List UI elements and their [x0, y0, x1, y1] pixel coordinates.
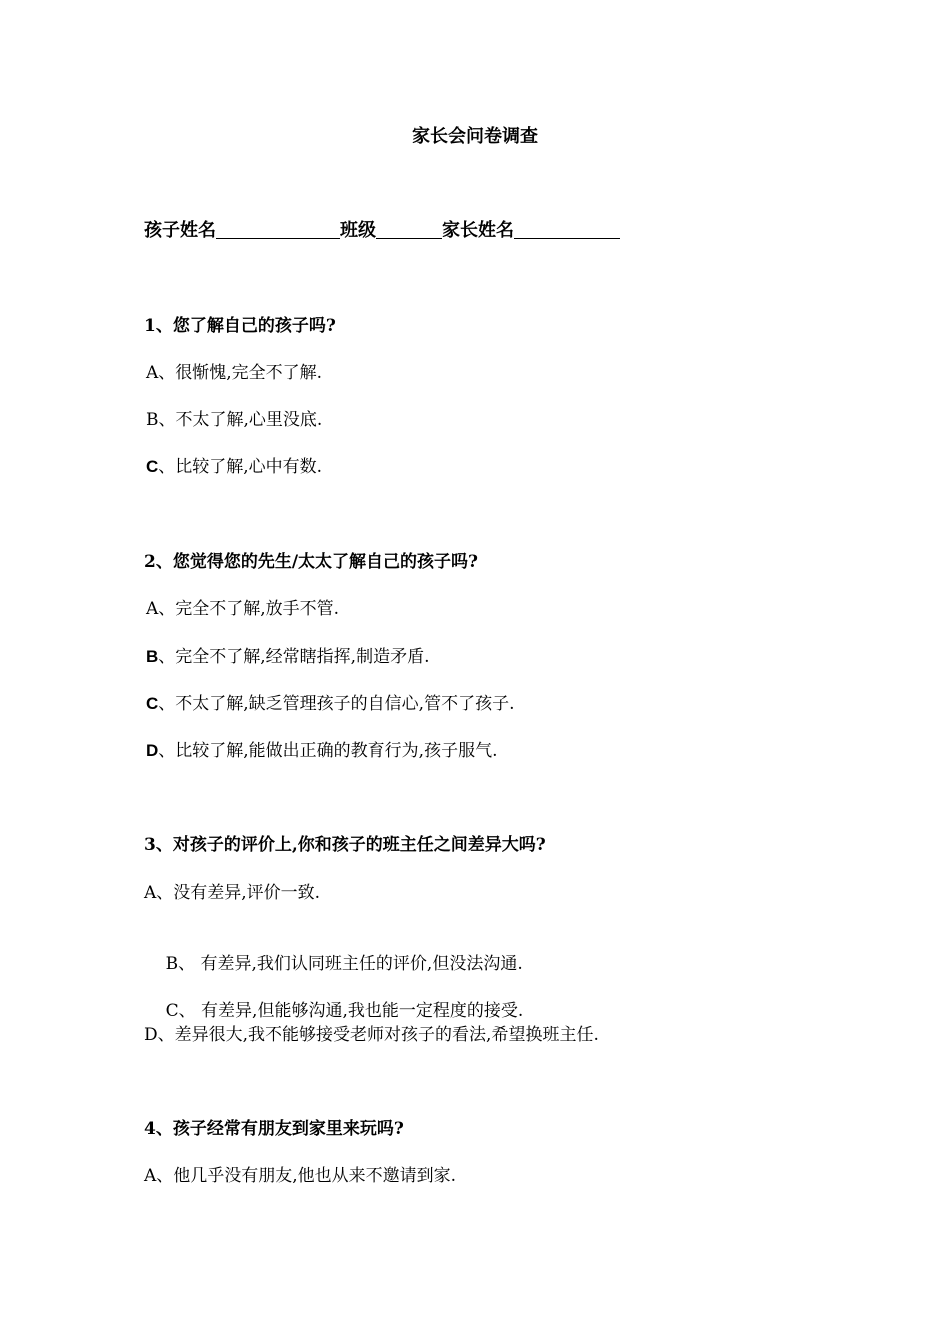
option-letter: C — [165, 1001, 179, 1021]
option-text: 有差异,但能够沟通,我也能一定程度的接受. — [195, 1001, 524, 1021]
option-letter: B — [146, 647, 159, 666]
option-separator: 、 — [158, 741, 176, 761]
option-separator: 、 — [156, 883, 174, 903]
q2-option-b — [146, 645, 430, 669]
parent-name-label: 家长姓名 — [442, 220, 514, 241]
option-separator: 、 — [178, 954, 196, 974]
option-separator: 、 — [158, 647, 176, 667]
option-letter: B — [165, 954, 179, 974]
option-separator: 、 — [158, 599, 176, 619]
option-letter: A — [146, 363, 159, 383]
q1-option-c — [146, 455, 322, 479]
option-text: 完全不了解,经常瞎指挥,制造矛盾. — [175, 647, 430, 667]
question-3: 3、对孩子的评价上,你和孩子的班主任之间差异大吗? — [144, 835, 546, 855]
page-title: 家长会问卷调查 — [412, 126, 538, 147]
q3-option-d — [144, 1023, 599, 1047]
q2-option-c — [146, 692, 515, 716]
child-name-blank — [216, 218, 340, 239]
option-letter: B — [146, 410, 159, 430]
q1-option-a — [146, 361, 322, 385]
option-letter: C — [146, 457, 159, 476]
option-text: 差异很大,我不能够接受老师对孩子的看法,希望换班主任. — [174, 1025, 599, 1045]
option-letter: A — [146, 599, 159, 619]
option-separator: 、 — [156, 1166, 174, 1186]
option-separator: 、 — [158, 410, 176, 430]
info-line — [144, 218, 620, 244]
option-text: 不太了解,心里没底. — [175, 410, 323, 430]
child-name-label: 孩子姓名 — [144, 220, 216, 241]
option-letter: A — [144, 883, 157, 903]
option-text: 很惭愧,完全不了解. — [175, 363, 323, 383]
q3-option-a — [144, 881, 320, 905]
q2-option-a — [146, 597, 339, 621]
option-text: 有差异,我们认同班主任的评价,但没法沟通. — [195, 954, 523, 974]
option-separator: 、 — [158, 363, 176, 383]
q1-option-b — [146, 408, 322, 432]
option-separator: 、 — [158, 694, 176, 714]
option-letter: D — [144, 1025, 158, 1045]
option-letter: D — [146, 741, 159, 760]
q2-option-d — [146, 739, 498, 763]
option-separator: 、 — [157, 1025, 175, 1045]
q4-option-a — [144, 1164, 456, 1188]
question-2: 2、您觉得您的先生/太太了解自己的孩子吗? — [144, 552, 478, 572]
option-text: 不太了解,缺乏管理孩子的自信心,管不了孩子. — [175, 694, 515, 714]
question-1: 1、您了解自己的孩子吗? — [144, 316, 336, 336]
option-text: 比较了解,能做出正确的教育行为,孩子服气. — [175, 741, 498, 761]
option-separator: 、 — [158, 457, 176, 477]
option-text: 完全不了解,放手不管. — [175, 599, 340, 619]
parent-name-blank — [514, 218, 620, 239]
class-blank — [376, 218, 442, 239]
option-text: 比较了解,心中有数. — [175, 457, 323, 477]
question-4: 4、孩子经常有朋友到家里来玩吗? — [144, 1119, 404, 1139]
option-text: 他几乎没有朋友,他也从来不邀请到家. — [173, 1166, 457, 1186]
option-letter: C — [146, 694, 159, 713]
option-letter: A — [144, 1166, 157, 1186]
class-label: 班级 — [340, 220, 376, 241]
option-text: 没有差异,评价一致. — [173, 883, 321, 903]
option-separator: 、 — [178, 1001, 196, 1021]
